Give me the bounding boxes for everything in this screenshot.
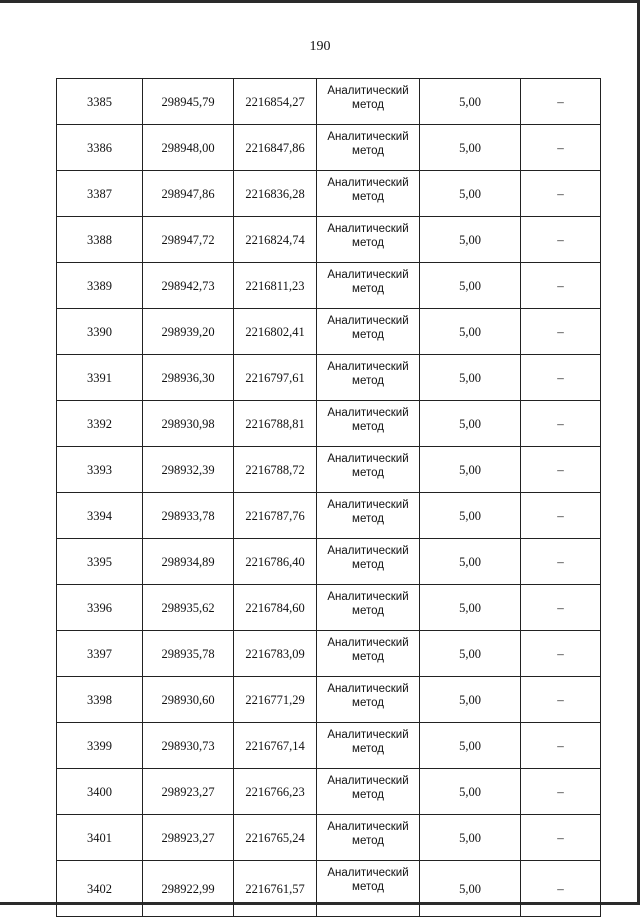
method-cell <box>317 263 420 309</box>
method-cell <box>317 171 420 217</box>
accuracy-value-cell: 5,00 <box>420 677 521 723</box>
note-cell: – <box>521 539 601 585</box>
note-cell: – <box>521 447 601 493</box>
table-row <box>57 171 601 217</box>
x-coordinate-cell: 298923,27 <box>143 815 234 861</box>
y-coordinate-cell: 2216797,61 <box>234 355 317 401</box>
method-line-2: метод <box>352 467 384 479</box>
point-number-cell: 3388 <box>57 217 143 263</box>
method-line-2: метод <box>352 513 384 525</box>
method-line-1: Аналитический <box>327 729 409 741</box>
table-row <box>57 861 601 917</box>
x-coordinate-cell: 298948,00 <box>143 125 234 171</box>
method-cell <box>317 217 420 263</box>
y-coordinate-cell: 2216784,60 <box>234 585 317 631</box>
method-line-1: Аналитический <box>327 775 409 787</box>
point-number-cell: 3394 <box>57 493 143 539</box>
method-line-2: метод <box>352 743 384 755</box>
method-line-2: метод <box>352 191 384 203</box>
x-coordinate-cell: 298930,73 <box>143 723 234 769</box>
note-cell: – <box>521 125 601 171</box>
method-line-1: Аналитический <box>327 821 409 833</box>
y-coordinate-cell: 2216761,57 <box>234 861 317 917</box>
method-line-2: метод <box>352 881 384 893</box>
method-line-1: Аналитический <box>327 683 409 695</box>
accuracy-value-cell: 5,00 <box>420 861 521 917</box>
method-cell <box>317 79 420 125</box>
table-row <box>57 447 601 493</box>
y-coordinate-cell: 2216783,09 <box>234 631 317 677</box>
table-row <box>57 401 601 447</box>
point-number-cell: 3395 <box>57 539 143 585</box>
note-cell: – <box>521 723 601 769</box>
method-cell <box>317 585 420 631</box>
note-cell: – <box>521 355 601 401</box>
y-coordinate-cell: 2216824,74 <box>234 217 317 263</box>
method-line-1: Аналитический <box>327 85 409 97</box>
note-cell: – <box>521 769 601 815</box>
y-coordinate-cell: 2216771,29 <box>234 677 317 723</box>
table-body <box>57 79 601 917</box>
method-cell <box>317 769 420 815</box>
x-coordinate-cell: 298942,73 <box>143 263 234 309</box>
note-cell: – <box>521 309 601 355</box>
x-coordinate-cell: 298932,39 <box>143 447 234 493</box>
method-line-1: Аналитический <box>327 361 409 373</box>
accuracy-value-cell: 5,00 <box>420 539 521 585</box>
accuracy-value-cell: 5,00 <box>420 171 521 217</box>
method-line-1: Аналитический <box>327 637 409 649</box>
page-edge-top <box>0 0 640 3</box>
method-line-2: метод <box>352 651 384 663</box>
table-row <box>57 493 601 539</box>
point-number-cell: 3391 <box>57 355 143 401</box>
method-line-1: Аналитический <box>327 499 409 511</box>
y-coordinate-cell: 2216767,14 <box>234 723 317 769</box>
method-line-1: Аналитический <box>327 867 409 879</box>
method-line-1: Аналитический <box>327 545 409 557</box>
table-row <box>57 125 601 171</box>
note-cell: – <box>521 631 601 677</box>
accuracy-value-cell: 5,00 <box>420 309 521 355</box>
method-line-2: метод <box>352 605 384 617</box>
table-row <box>57 539 601 585</box>
point-number-cell: 3390 <box>57 309 143 355</box>
point-number-cell: 3398 <box>57 677 143 723</box>
point-number-cell: 3396 <box>57 585 143 631</box>
method-cell <box>317 401 420 447</box>
method-line-2: метод <box>352 283 384 295</box>
note-cell: – <box>521 861 601 917</box>
y-coordinate-cell: 2216786,40 <box>234 539 317 585</box>
table-row <box>57 815 601 861</box>
method-cell <box>317 815 420 861</box>
x-coordinate-cell: 298947,72 <box>143 217 234 263</box>
table-row <box>57 631 601 677</box>
note-cell: – <box>521 677 601 723</box>
method-cell <box>317 539 420 585</box>
x-coordinate-cell: 298930,60 <box>143 677 234 723</box>
accuracy-value-cell: 5,00 <box>420 79 521 125</box>
method-line-2: метод <box>352 145 384 157</box>
x-coordinate-cell: 298923,27 <box>143 769 234 815</box>
x-coordinate-cell: 298933,78 <box>143 493 234 539</box>
x-coordinate-cell: 298934,89 <box>143 539 234 585</box>
method-line-2: метод <box>352 697 384 709</box>
coordinates-table <box>56 78 601 917</box>
accuracy-value-cell: 5,00 <box>420 585 521 631</box>
method-line-1: Аналитический <box>327 177 409 189</box>
note-cell: – <box>521 79 601 125</box>
y-coordinate-cell: 2216787,76 <box>234 493 317 539</box>
table-row <box>57 769 601 815</box>
point-number-cell: 3393 <box>57 447 143 493</box>
method-line-1: Аналитический <box>327 453 409 465</box>
point-number-cell: 3401 <box>57 815 143 861</box>
method-cell <box>317 355 420 401</box>
y-coordinate-cell: 2216802,41 <box>234 309 317 355</box>
x-coordinate-cell: 298936,30 <box>143 355 234 401</box>
accuracy-value-cell: 5,00 <box>420 447 521 493</box>
accuracy-value-cell: 5,00 <box>420 631 521 677</box>
accuracy-value-cell: 5,00 <box>420 493 521 539</box>
y-coordinate-cell: 2216854,27 <box>234 79 317 125</box>
y-coordinate-cell: 2216788,81 <box>234 401 317 447</box>
x-coordinate-cell: 298945,79 <box>143 79 234 125</box>
method-line-2: метод <box>352 421 384 433</box>
method-line-1: Аналитический <box>327 407 409 419</box>
method-cell <box>317 677 420 723</box>
table-row <box>57 355 601 401</box>
method-line-2: метод <box>352 237 384 249</box>
table-row <box>57 677 601 723</box>
note-cell: – <box>521 263 601 309</box>
point-number-cell: 3402 <box>57 861 143 917</box>
accuracy-value-cell: 5,00 <box>420 355 521 401</box>
point-number-cell: 3386 <box>57 125 143 171</box>
point-number-cell: 3385 <box>57 79 143 125</box>
accuracy-value-cell: 5,00 <box>420 815 521 861</box>
y-coordinate-cell: 2216766,23 <box>234 769 317 815</box>
y-coordinate-cell: 2216811,23 <box>234 263 317 309</box>
note-cell: – <box>521 493 601 539</box>
x-coordinate-cell: 298939,20 <box>143 309 234 355</box>
table-row <box>57 79 601 125</box>
y-coordinate-cell: 2216765,24 <box>234 815 317 861</box>
method-line-1: Аналитический <box>327 315 409 327</box>
table-row <box>57 309 601 355</box>
table-row <box>57 263 601 309</box>
point-number-cell: 3387 <box>57 171 143 217</box>
method-cell <box>317 309 420 355</box>
accuracy-value-cell: 5,00 <box>420 217 521 263</box>
x-coordinate-cell: 298922,99 <box>143 861 234 917</box>
method-cell <box>317 631 420 677</box>
note-cell: – <box>521 815 601 861</box>
note-cell: – <box>521 171 601 217</box>
note-cell: – <box>521 585 601 631</box>
table-row <box>57 585 601 631</box>
method-line-2: метод <box>352 99 384 111</box>
method-line-1: Аналитический <box>327 131 409 143</box>
method-cell <box>317 447 420 493</box>
point-number-cell: 3397 <box>57 631 143 677</box>
accuracy-value-cell: 5,00 <box>420 723 521 769</box>
method-cell <box>317 125 420 171</box>
x-coordinate-cell: 298930,98 <box>143 401 234 447</box>
table-row <box>57 217 601 263</box>
method-line-1: Аналитический <box>327 591 409 603</box>
method-line-2: метод <box>352 375 384 387</box>
accuracy-value-cell: 5,00 <box>420 125 521 171</box>
method-cell <box>317 493 420 539</box>
accuracy-value-cell: 5,00 <box>420 769 521 815</box>
page-number: 190 <box>309 39 331 54</box>
point-number-cell: 3389 <box>57 263 143 309</box>
method-cell <box>317 723 420 769</box>
x-coordinate-cell: 298935,78 <box>143 631 234 677</box>
table-row <box>57 723 601 769</box>
point-number-cell: 3400 <box>57 769 143 815</box>
point-number-cell: 3392 <box>57 401 143 447</box>
y-coordinate-cell: 2216836,28 <box>234 171 317 217</box>
x-coordinate-cell: 298935,62 <box>143 585 234 631</box>
note-cell: – <box>521 217 601 263</box>
method-line-2: метод <box>352 329 384 341</box>
method-line-2: метод <box>352 559 384 571</box>
point-number-cell: 3399 <box>57 723 143 769</box>
method-line-1: Аналитический <box>327 269 409 281</box>
accuracy-value-cell: 5,00 <box>420 263 521 309</box>
method-line-1: Аналитический <box>327 223 409 235</box>
coordinates-table-container <box>56 78 600 917</box>
accuracy-value-cell: 5,00 <box>420 401 521 447</box>
method-cell <box>317 861 420 917</box>
method-line-2: метод <box>352 835 384 847</box>
note-cell: – <box>521 401 601 447</box>
y-coordinate-cell: 2216847,86 <box>234 125 317 171</box>
x-coordinate-cell: 298947,86 <box>143 171 234 217</box>
y-coordinate-cell: 2216788,72 <box>234 447 317 493</box>
method-line-2: метод <box>352 789 384 801</box>
